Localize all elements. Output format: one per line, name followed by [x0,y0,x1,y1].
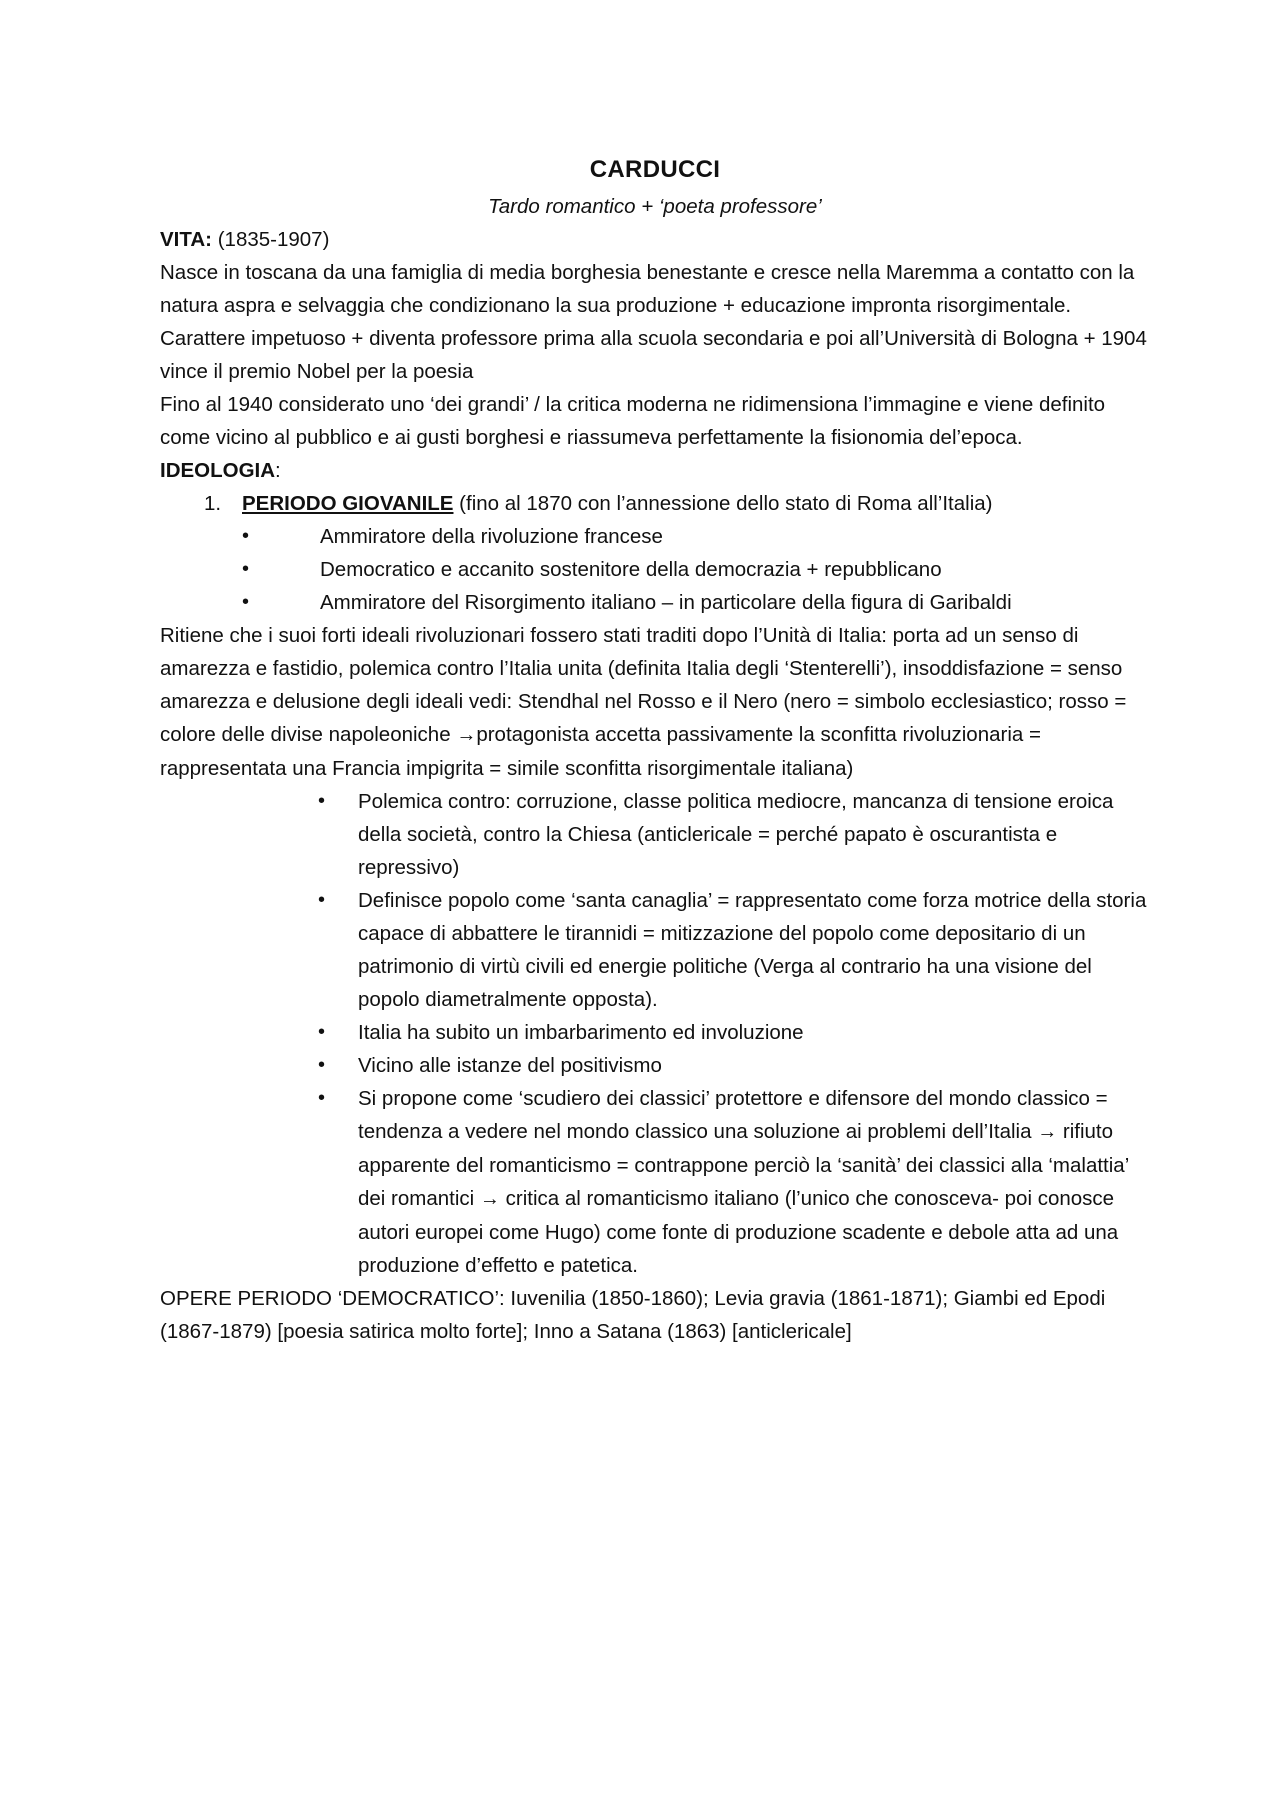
paragraph-carattere: Carattere impetuoso + diventa professore prima alla scuola secondaria e poi all’Università di Bologna + 1904 vince il premio Nobel per la poesia [160,327,1147,383]
list-item [318,884,1150,1016]
period-bullets [160,520,1150,619]
bullet-dot-icon: • [242,558,250,580]
list-item-text: Definisce popolo come ‘santa canaglia’ = rappresentato come forza motrice della storia capace di abbattere le tirannidi = mitizzazione del popolo come depositario di un patrimonio di virtù civili ed energie politiche (Verga al contrario ha una visione del popolo diametralmente opposta). [358,889,1147,1011]
vita-dates: (1835-1907) [212,228,330,251]
bullet-dot-icon: • [318,889,326,911]
list-item-text: Ammiratore della rivoluzione francese [320,525,663,548]
list-item-text: rifiuto apparente del romanticismo = contrappone perciò la ‘sanità’ dei classici alla ‘malattia’ dei romantici [358,1120,1129,1210]
paragraph-opere: OPERE PERIODO ‘DEMOCRATICO’: Iuvenilia (1850-1860); Levia gravia (1861-1871); Giambi ed Epodi (1867-1879) [poesia satirica molto forte]; Inno a Satana (1863) [anticlericale] [160,1287,1106,1343]
bullet-dot-icon: • [318,1087,326,1109]
period-number: 1. [204,492,222,515]
period-note: (fino al 1870 con l’annessione dello stato di Roma all’Italia) [453,492,993,515]
list-item [318,1082,1150,1282]
ritiene-text-2: protagonista accetta passivamente la sconfitta rivoluzionaria = rappresentata una Francia impigrita = simile sconfitta risorgimentale italiana) [160,723,1041,780]
polemica-bullets [160,785,1150,1282]
bullet-dot-icon: • [242,591,250,613]
bullet-dot-icon: • [242,525,250,547]
right-arrow-icon: → [1037,1121,1058,1143]
list-item [242,553,1150,586]
list-item [242,586,1150,619]
paragraph-critica: Fino al 1940 considerato uno ‘dei grandi’ / la critica moderna ne ridimensiona l’immagine e viene definito come vicino al pubblico e ai gusti borghesi e riassumeva perfettamente la fisionomia del’epoca. [160,393,1106,449]
bullet-dot-icon: • [318,1021,326,1043]
paragraph-ritiene [160,619,1150,785]
period-giovanile [160,487,1150,520]
list-item-text: Polemica contro: corruzione, classe politica mediocre, mancanza di tensione eroica della società, contro la Chiesa (anticlericale = perché papato è oscurantista e repressivo) [358,790,1114,879]
list-item-text: Italia ha subito un imbarbarimento ed involuzione [358,1021,804,1044]
paragraph-nascita: Nasce in toscana da una famiglia di media borghesia benestante e cresce nella Maremma a contatto con la natura aspra e selvaggia che condizionano la sua produzione + educazione impronta risorgimentale. [160,261,1135,317]
list-item [242,520,1150,553]
ritiene-text-1: Ritiene che i suoi forti ideali rivoluzionari fossero stati traditi dopo l’Unità di Italia: porta ad un senso di amarezza e fastidio, polemica contro l’Italia unita (definita Italia degli ‘Stenterelli’), insoddisfazione = senso amarezza e delusione degli ideali vedi: Stendhal nel Rosso e il Nero (nero = simbolo ecclesiastico; rosso = colore delle divise napoleoniche [160,624,1127,746]
vita-label: VITA: [160,228,213,251]
bullet-dot-icon: • [318,1054,326,1076]
bullet-dot-icon: • [318,790,326,812]
right-arrow-icon: → [479,1188,500,1210]
page-title: CARDUCCI [589,156,721,183]
list-item-text: Vicino alle istanze del positivismo [358,1054,662,1077]
list-item-text: Democratico e accanito sostenitore della democrazia + repubblicano [320,558,942,581]
subtitle: Tardo romantico + ‘poeta professore’ [488,195,822,218]
list-item [318,785,1150,884]
list-item [318,1016,1150,1049]
ideologia-label: IDEOLOGIA [160,459,276,482]
ideologia-colon: : [275,459,281,482]
document-body [160,150,1150,1348]
right-arrow-icon: → [456,724,477,746]
list-item-text: critica al romanticismo italiano (l’unico che conosceva- poi conosce autori europei come Hugo) come fonte di produzione scadente e debole atta ad una produzione d’effetto e patetica. [358,1187,1119,1277]
ideologia-heading [160,454,1150,487]
vita-line [160,223,1150,256]
list-item-text: Si propone come ‘scudiero dei classici’ protettore e difensore del mondo classico = tendenza a vedere nel mondo classico una soluzione ai problemi dell’Italia [358,1087,1108,1143]
list-item-text: Ammiratore del Risorgimento italiano – in particolare della figura di Garibaldi [320,591,1012,614]
period-title: PERIODO GIOVANILE [242,492,454,515]
list-item [318,1049,1150,1082]
